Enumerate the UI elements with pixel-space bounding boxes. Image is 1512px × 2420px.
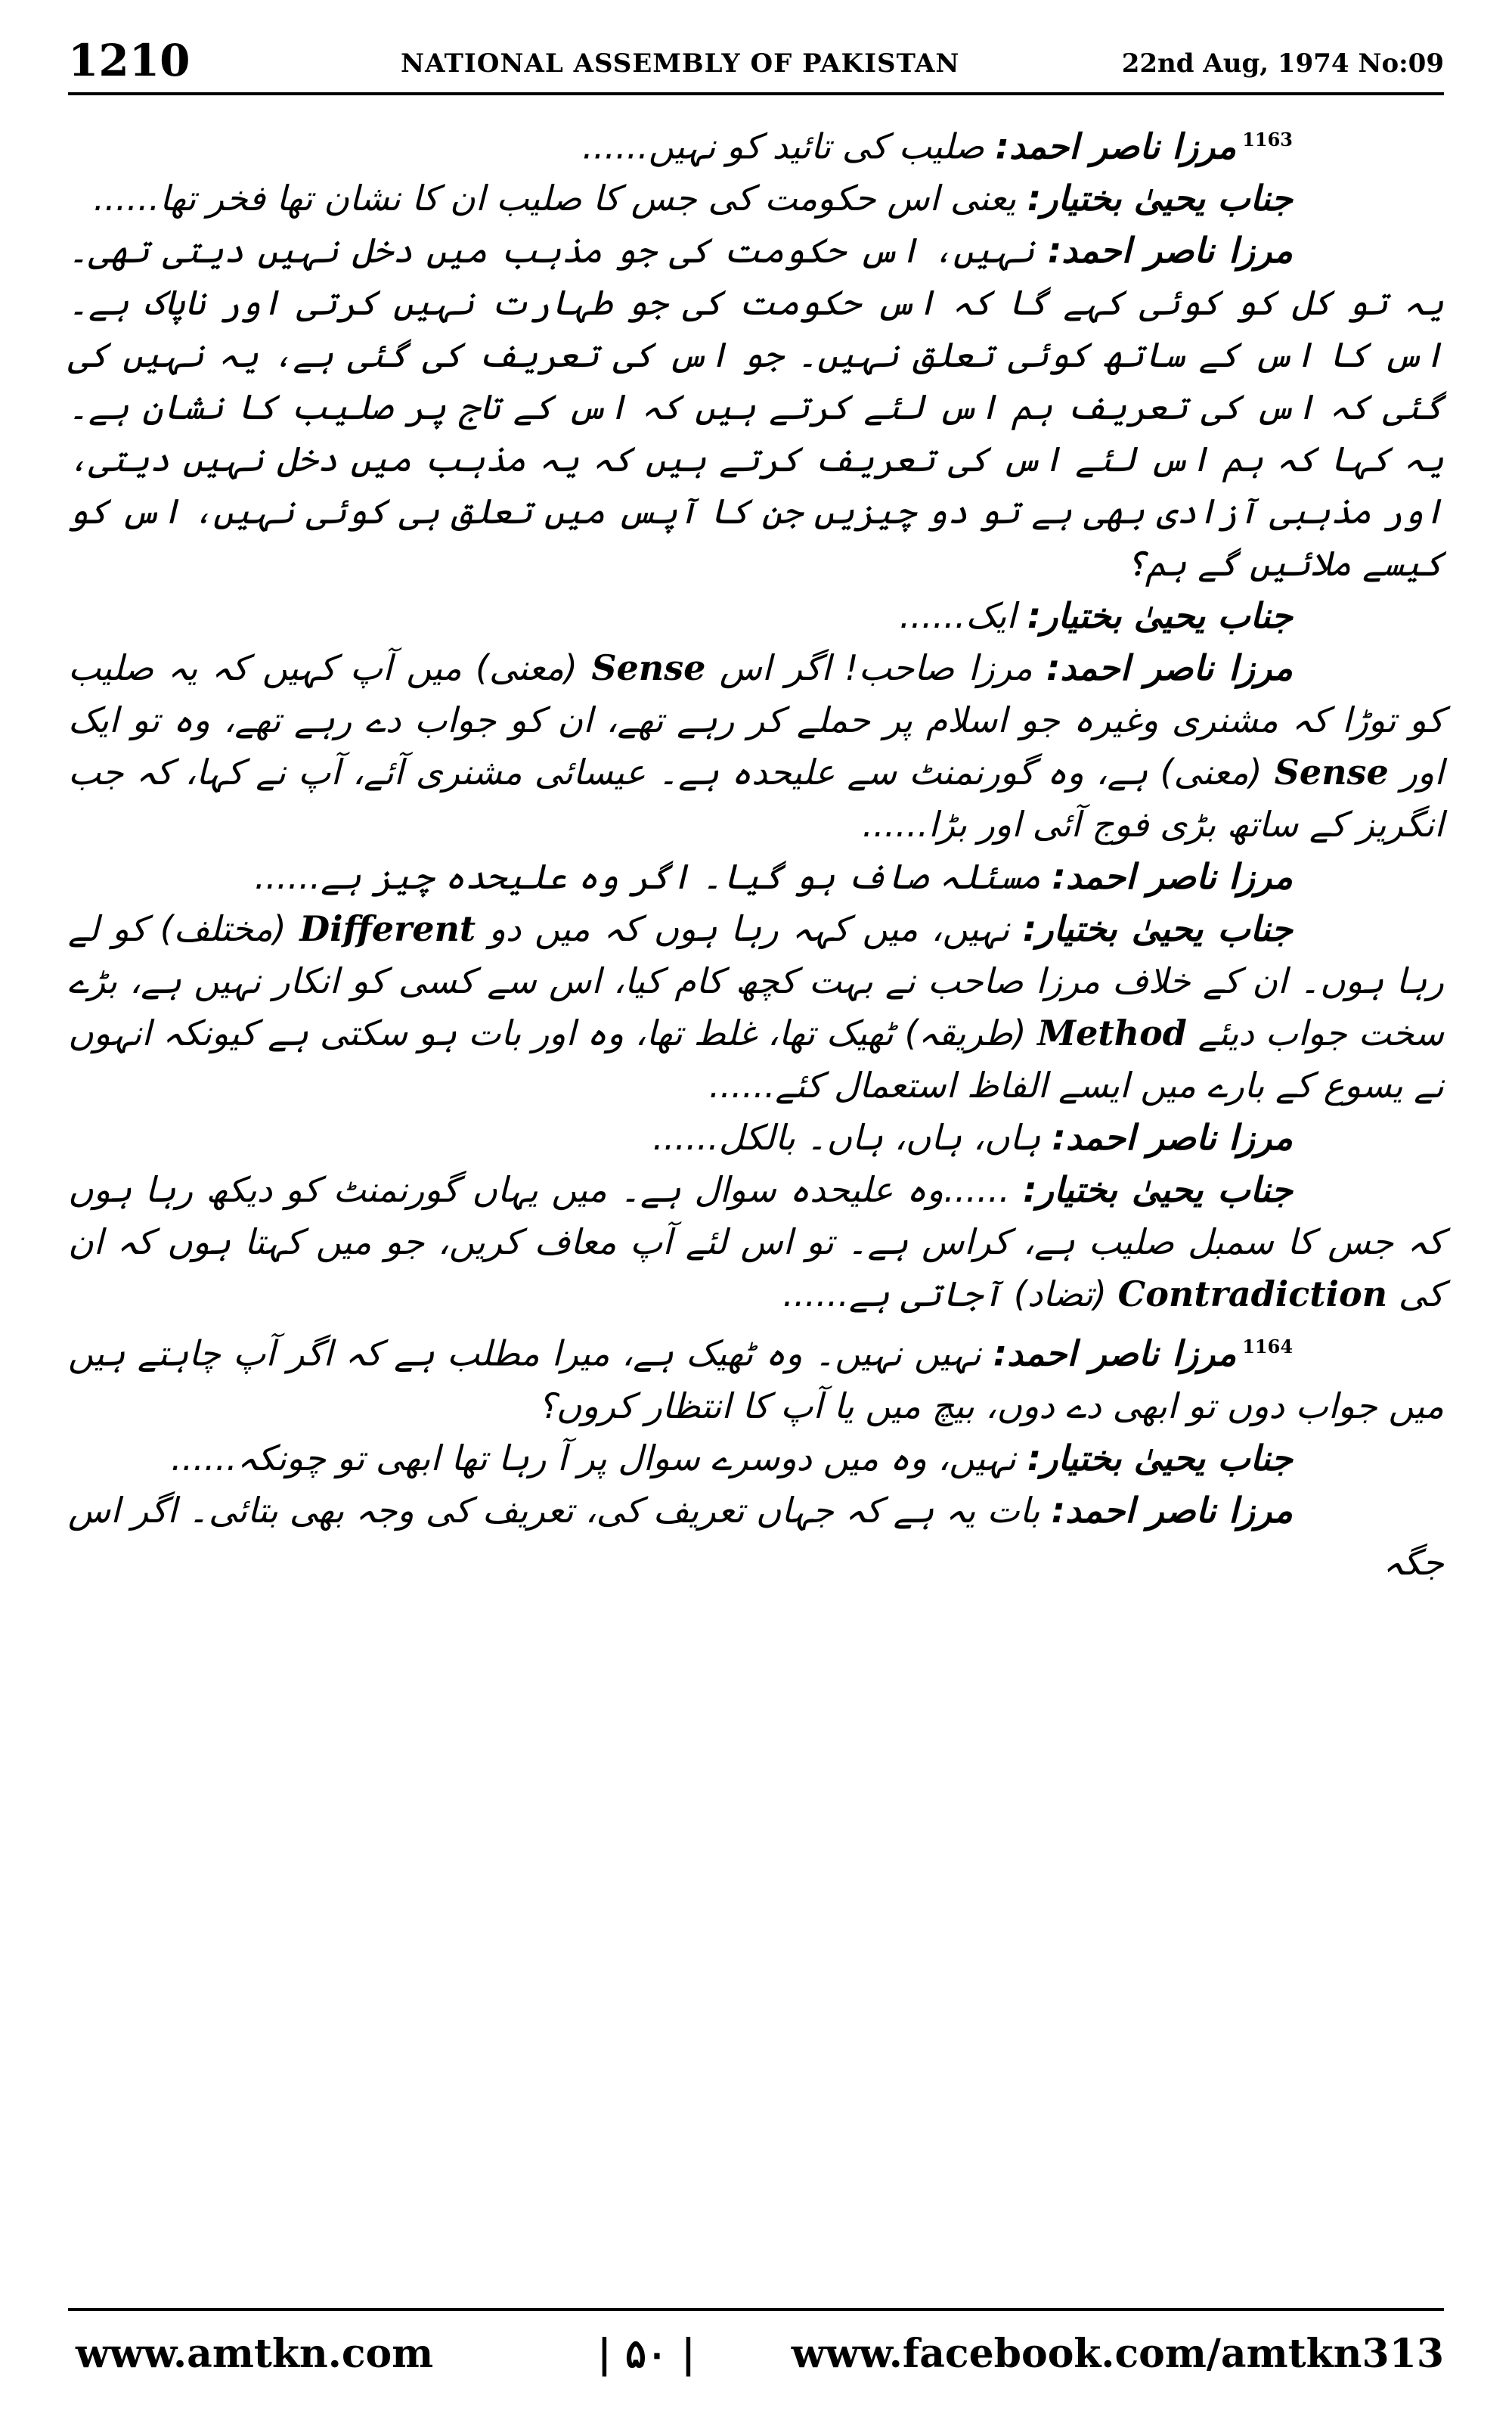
website-link[interactable]: www.amtkn.com <box>76 2331 434 2377</box>
paragraph <box>68 113 1444 172</box>
paragraph-text: (طریقہ) ٹھیک تھا، غلط تھا، وہ اور بات ہو سکتی ہے کیونکہ انہوں نے یسوع کے بارے میں ایسے الفاظ استعمال کئے...... <box>68 1013 1444 1106</box>
facebook-link[interactable]: www.facebook.com/amtkn313 <box>791 2331 1444 2377</box>
paragraph <box>68 851 1444 903</box>
paragraph-text: (معنی) میں آپ کہیں کہ یہ صلیب کو توڑا کہ مشنری وغیرہ جو اسلام پر حملے کر رہے تھے، ان کو جواب دے رہے تھے، وہ تو ایک اور <box>68 647 1444 793</box>
page-header <box>68 27 1444 95</box>
paragraph-text: (مختلف) کو لے رہا ہوں۔ ان کے خلاف مرزا صاحب نے بہت کچھ کام کیا، اس سے کسی کو انکار نہیں ہے، بڑے سخت جواب دیئے <box>68 908 1444 1054</box>
header-rule <box>68 92 1444 95</box>
paragraph-text: ......وہ علیحدہ سوال ہے۔ میں یہاں گورنمنٹ کو دیکھ رہا ہوں کہ جس کا سمبل صلیب ہے، کراس ہے۔ تو اس لئے آپ معاف کریں، جو میں کہتا ہوں کہ ان کی <box>68 1169 1444 1315</box>
paragraph-text: نہیں، اس حکومت کی جو مذہب میں دخل نہیں دیتی تھی۔ یہ تو کل کو کوئی کہے گا کہ اس حکومت کی جو طہارت نہیں کرتی اور ناپاک ہے۔ اس کا اس کے ساتھ کوئی تعلق نہیں۔ جو اس کی تعریف کی گئی ہے، یہ نہیں کی گئی کہ اس کی تعریف ہم اس لئے کرتے ہیں کہ اس کے تاج پر صلیب کا نشان ہے۔ یہ کہا کہ ہم اس لئے اس کی تعریف کرتے ہیں کہ یہ مذہب میں دخل نہیں دیتی، اور مذہبی آزادی بھی ہے تو دو چیزیں جن کا آپس میں تعلق ہی کوئی نہیں، اس کو کیسے ملائیں گے ہم؟ <box>68 230 1444 585</box>
speaker-name: مرزا ناصر احمد: <box>1046 647 1294 689</box>
transcript-body <box>68 113 1444 2291</box>
english-term: Different <box>299 908 476 950</box>
paragraph-text: نہیں، وہ میں دوسرے سوال پر آ رہا تھا ابھی تو چونکہ...... <box>171 1437 1027 1478</box>
page-footer <box>68 2328 1444 2388</box>
paragraph <box>68 1485 1444 1589</box>
page-number: 1210 <box>68 35 191 86</box>
paragraph-text: یعنی اس حکومت کی جس کا صلیب ان کا نشان تھا فخر تھا...... <box>93 178 1027 219</box>
paragraph <box>68 642 1444 851</box>
header-title: NATIONAL ASSEMBLY OF PAKISTAN <box>401 48 960 79</box>
paragraph-text: مرزا صاحب! اگر اس <box>705 647 1047 689</box>
speaker-name: جناب یحییٰ بختیار: <box>1027 1437 1293 1478</box>
footnote-marker: 1163 <box>1242 129 1293 150</box>
header-date: 22nd Aug, 1974 No:09 <box>1121 48 1444 79</box>
paragraph-text: نہیں نہیں۔ وہ ٹھیک ہے، میرا مطلب ہے کہ اگر آپ چاہتے ہیں میں جواب دوں تو ابھی دے دوں، بیچ میں یا آپ کا انتظار کروں؟ <box>68 1333 1444 1426</box>
english-term: Sense <box>1274 752 1389 793</box>
english-term: Contradiction <box>1117 1274 1388 1315</box>
speaker-name: مرزا ناصر احمد: <box>1051 1489 1294 1531</box>
english-term: Method <box>1037 1013 1187 1054</box>
paragraph-text: بات یہ ہے کہ جہاں تعریف کی، تعریف کی وجہ بھی بتائی۔ اگر اس جگہ <box>68 1489 1444 1583</box>
page-marker: | ۵۰ | <box>597 2331 696 2377</box>
speaker-name: جناب یحییٰ بختیار: <box>1027 595 1293 637</box>
speaker-name: مرزا ناصر احمد: <box>1047 230 1294 271</box>
paragraph-text: ایک...... <box>899 595 1027 637</box>
footnote-marker: 1164 <box>1242 1336 1294 1358</box>
speaker-name: مرزا ناصر احمد: <box>993 1333 1237 1374</box>
paragraph <box>68 1320 1444 1432</box>
speaker-name: جناب یحییٰ بختیار: <box>1023 1169 1293 1211</box>
paragraph <box>68 1432 1444 1485</box>
speaker-name: مرزا ناصر احمد: <box>995 126 1237 167</box>
paragraph <box>68 225 1444 590</box>
paragraph <box>68 1112 1444 1164</box>
paragraph <box>68 172 1444 225</box>
paragraph-text: نہیں، میں کہہ رہا ہوں کہ میں دو <box>476 908 1023 950</box>
paragraph-text: ہاں، ہاں، ہاں۔ بالکل...... <box>652 1117 1052 1159</box>
paragraph <box>68 903 1444 1112</box>
paragraph <box>68 590 1444 642</box>
english-term: Sense <box>591 647 706 689</box>
footer-rule <box>68 2308 1444 2311</box>
paragraph <box>68 1164 1444 1320</box>
speaker-name: مرزا ناصر احمد: <box>1052 856 1293 898</box>
paragraph-text: (معنی) ہے، وہ گورنمنٹ سے علیحدہ ہے۔ عیسائی مشنری آئے، آپ نے کہا، کہ جب انگریز کے ساتھ بڑی فوج آئی اور بڑا...... <box>68 752 1444 845</box>
paragraph-text: مسئلہ صاف ہو گیا۔ اگر وہ علیحدہ چیز ہے...... <box>254 856 1052 898</box>
paragraph-text: صلیب کی تائید کو نہیں...... <box>582 126 996 167</box>
speaker-name: جناب یحییٰ بختیار: <box>1022 908 1293 950</box>
speaker-name: جناب یحییٰ بختیار: <box>1027 178 1293 219</box>
paragraph-text: (تضاد) آجاتی ہے...... <box>782 1274 1118 1315</box>
speaker-name: مرزا ناصر احمد: <box>1052 1117 1293 1159</box>
